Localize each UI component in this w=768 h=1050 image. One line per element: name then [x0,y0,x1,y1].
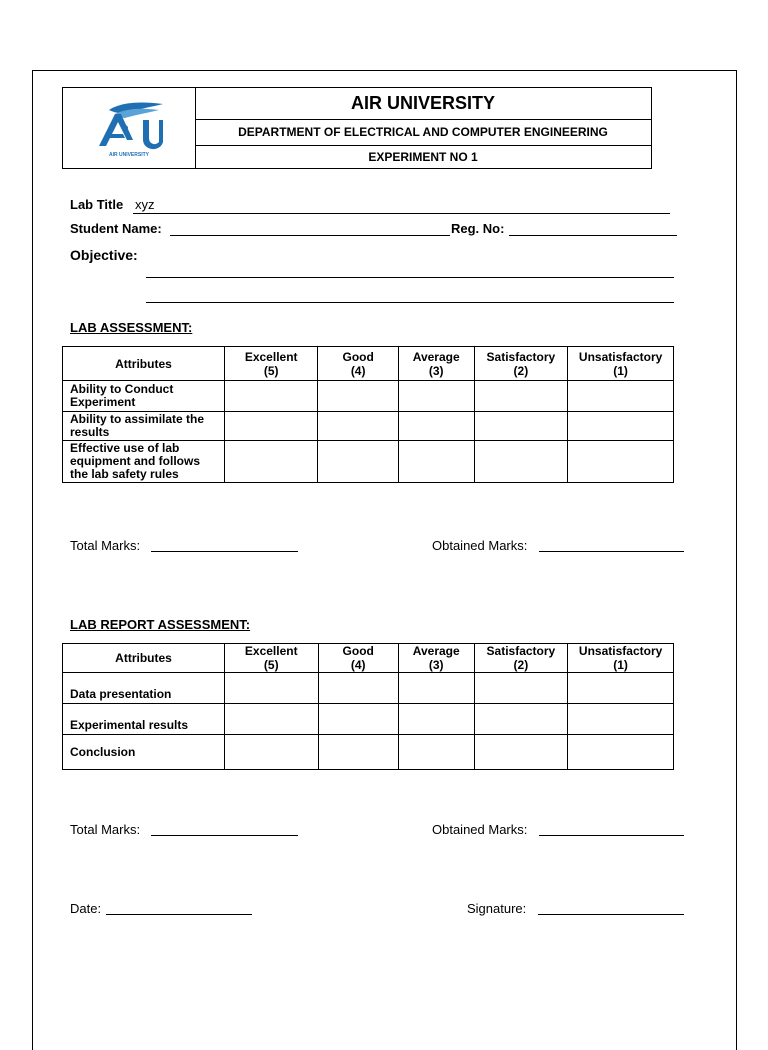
table-header-row [63,347,674,381]
column-header: Excellent (5) [225,644,319,673]
table-row [63,441,674,483]
report-total-marks-line[interactable] [151,835,298,836]
table-row [63,735,674,770]
score-cell[interactable] [224,381,318,412]
score-cell[interactable] [318,412,398,441]
table-row [63,381,674,412]
score-cell[interactable] [318,735,398,770]
column-header: Attributes [63,347,225,381]
score-cell[interactable] [398,704,474,735]
student-name-label: Student Name: [70,221,162,236]
university-title: AIR UNIVERSITY [195,88,651,120]
score-cell[interactable] [474,704,568,735]
column-header: Attributes [63,644,225,673]
attribute-cell: Experimental results [63,704,225,735]
report-obtained-marks-label: Obtained Marks: [432,822,528,837]
column-header: Good (4) [318,347,398,381]
score-cell[interactable] [568,673,674,704]
report-total-marks-label: Total Marks: [70,822,141,837]
score-cell[interactable] [318,704,398,735]
score-cell[interactable] [398,381,474,412]
score-cell[interactable] [225,735,319,770]
score-cell[interactable] [318,441,398,483]
attribute-cell: Data presentation [63,673,225,704]
attribute-cell: Effective use of lab equipment and follows the lab safety rules [63,441,225,483]
report-assessment-title: LAB REPORT ASSESSMENT: [70,617,251,632]
signature-label: Signature: [467,901,527,916]
document-page [32,70,737,1050]
attribute-cell: Ability to Conduct Experiment [63,381,225,412]
score-cell[interactable] [398,412,474,441]
department-name: DEPARTMENT OF ELECTRICAL AND COMPUTER ENGINEERING [195,120,651,146]
table-row [63,704,674,735]
score-cell[interactable] [318,381,398,412]
table-header-row [63,644,674,673]
score-cell[interactable] [224,412,318,441]
table-row [63,412,674,441]
score-cell[interactable] [474,412,568,441]
lab-title-label: Lab Title [70,197,124,212]
logo-caption: AIR UNIVERSITY [108,152,150,158]
objective-line-1[interactable] [146,277,674,278]
air-university-logo [63,88,195,168]
score-cell[interactable] [474,381,568,412]
score-cell[interactable] [568,381,674,412]
table-row [63,673,674,704]
score-cell[interactable] [398,735,474,770]
attribute-cell: Conclusion [63,735,225,770]
report-obtained-marks-line[interactable] [539,835,684,836]
score-cell[interactable] [225,673,319,704]
objective-line-2[interactable] [146,302,674,303]
experiment-number: EXPERIMENT NO 1 [368,150,478,164]
lab-assessment-title: LAB ASSESSMENT: [70,320,193,335]
score-cell[interactable] [474,735,568,770]
column-header: Excellent (5) [224,347,318,381]
score-cell[interactable] [318,673,398,704]
column-header: Good (4) [318,644,398,673]
score-cell[interactable] [474,673,568,704]
column-header: Unsatisfactory (1) [568,644,674,673]
total-marks-label: Total Marks: [70,538,141,553]
header-table [62,87,652,169]
reg-no-line[interactable] [509,235,677,236]
column-header: Unsatisfactory (1) [568,347,674,381]
date-line[interactable] [106,914,252,915]
column-header: Average (3) [398,347,474,381]
reg-no-label: Reg. No: [451,221,505,236]
student-name-line[interactable] [170,235,450,236]
objective-label: Objective: [70,247,138,263]
column-header: Satisfactory (2) [474,347,568,381]
obtained-marks-label: Obtained Marks: [432,538,528,553]
report-assessment-table [62,643,674,770]
score-cell[interactable] [568,704,674,735]
score-cell[interactable] [225,704,319,735]
score-cell[interactable] [568,735,674,770]
lab-title-line [133,213,670,214]
logo-cell [63,88,196,168]
date-label: Date: [70,901,102,916]
score-cell[interactable] [568,412,674,441]
column-header: Satisfactory (2) [474,644,568,673]
score-cell[interactable] [398,673,474,704]
total-marks-line[interactable] [151,551,298,552]
score-cell[interactable] [398,441,474,483]
score-cell[interactable] [474,441,568,483]
lab-title-value[interactable]: xyz [135,197,155,212]
attribute-cell: Ability to assimilate the results [63,412,225,441]
score-cell[interactable] [568,441,674,483]
score-cell[interactable] [224,441,318,483]
column-header: Average (3) [398,644,474,673]
obtained-marks-line[interactable] [539,551,684,552]
lab-assessment-table [62,346,674,483]
signature-line[interactable] [538,914,684,915]
